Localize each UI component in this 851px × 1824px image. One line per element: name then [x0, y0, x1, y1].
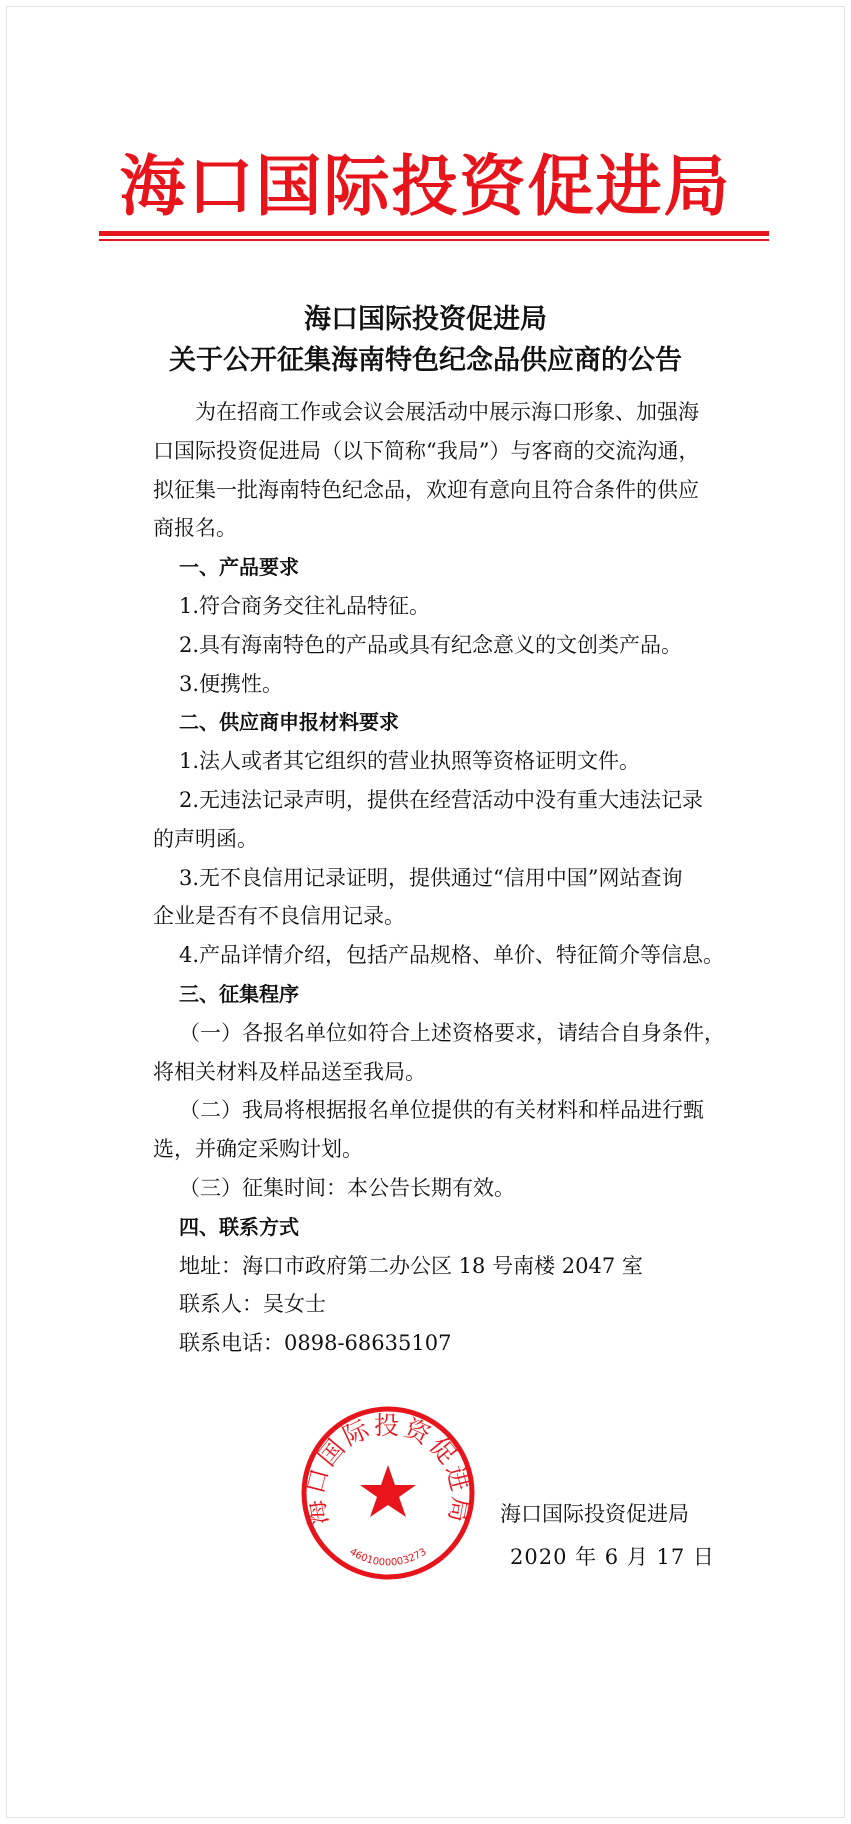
intro-line: 为在招商工作或会议会展活动中展示海口形象、加强海 [195, 400, 699, 424]
list-item: （一）各报名单位如符合上述资格要求，请结合自身条件， [179, 1020, 725, 1045]
section-heading: 二、供应商申报材料要求 [179, 710, 399, 735]
list-item: 3.便携性。 [179, 671, 284, 696]
masthead-title: 海口国际投资促进局 [119, 147, 732, 225]
notice-body [153, 393, 723, 1363]
list-item: 1.符合商务交往礼品特征。 [179, 593, 431, 618]
list-item: 4.产品详情介绍，包括产品规格、单价、特征简介等信息。 [179, 943, 725, 968]
contact-person: 联系人：吴女士 [179, 1292, 326, 1317]
signature-date: 2020 年 6 月 17 日 [510, 1545, 715, 1569]
list-item: （三）征集时间：本公告长期有效。 [179, 1175, 515, 1200]
list-item-cont: 将相关材料及样品送至我局。 [153, 1059, 426, 1084]
star-icon [360, 1465, 416, 1517]
section-heading: 一、产品要求 [179, 555, 299, 580]
seal-code: 4601000003273 [347, 1546, 429, 1569]
notice-title-line2: 关于公开征集海南特色纪念品供应商的公告 [169, 345, 682, 376]
intro-line: 拟征集一批海南特色纪念品，欢迎有意向且符合条件的供应 [153, 477, 699, 502]
list-item: 2.具有海南特色的产品或具有纪念意义的文创类产品。 [179, 632, 683, 657]
contact-address: 地址：海口市政府第二办公区 18 号南楼 2047 室 [179, 1253, 643, 1278]
list-item: （二）我局将根据报名单位提供的有关材料和样品进行甄 [179, 1098, 704, 1123]
section-heading: 三、征集程序 [179, 981, 299, 1006]
signature-org: 海口国际投资促进局 [500, 1502, 689, 1526]
list-item: 2.无违法记录声明，提供在经营活动中没有重大违法记录 [179, 787, 704, 812]
official-seal [300, 1405, 476, 1581]
list-item-cont: 的声明函。 [153, 826, 258, 851]
section-heading: 四、联系方式 [179, 1214, 299, 1239]
red-divider-thin [99, 239, 769, 241]
list-item: 1.法人或者其它组织的营业执照等资格证明文件。 [179, 749, 641, 774]
seal-text: 海口国际投资促进局 [300, 1410, 476, 1528]
red-divider-thick [99, 231, 769, 236]
notice-title-line1: 海口国际投资促进局 [304, 304, 547, 335]
list-item-cont: 企业是否有不良信用记录。 [153, 904, 405, 929]
list-item: 3.无不良信用记录证明，提供通过“信用中国”网站查询 [179, 865, 683, 890]
intro-line: 口国际投资促进局（以下简称“我局”）与客商的交流沟通， [153, 438, 700, 463]
intro-line: 商报名。 [153, 516, 237, 541]
list-item-cont: 选，并确定采购计划。 [153, 1137, 363, 1162]
contact-phone: 联系电话：0898-68635107 [179, 1331, 452, 1356]
